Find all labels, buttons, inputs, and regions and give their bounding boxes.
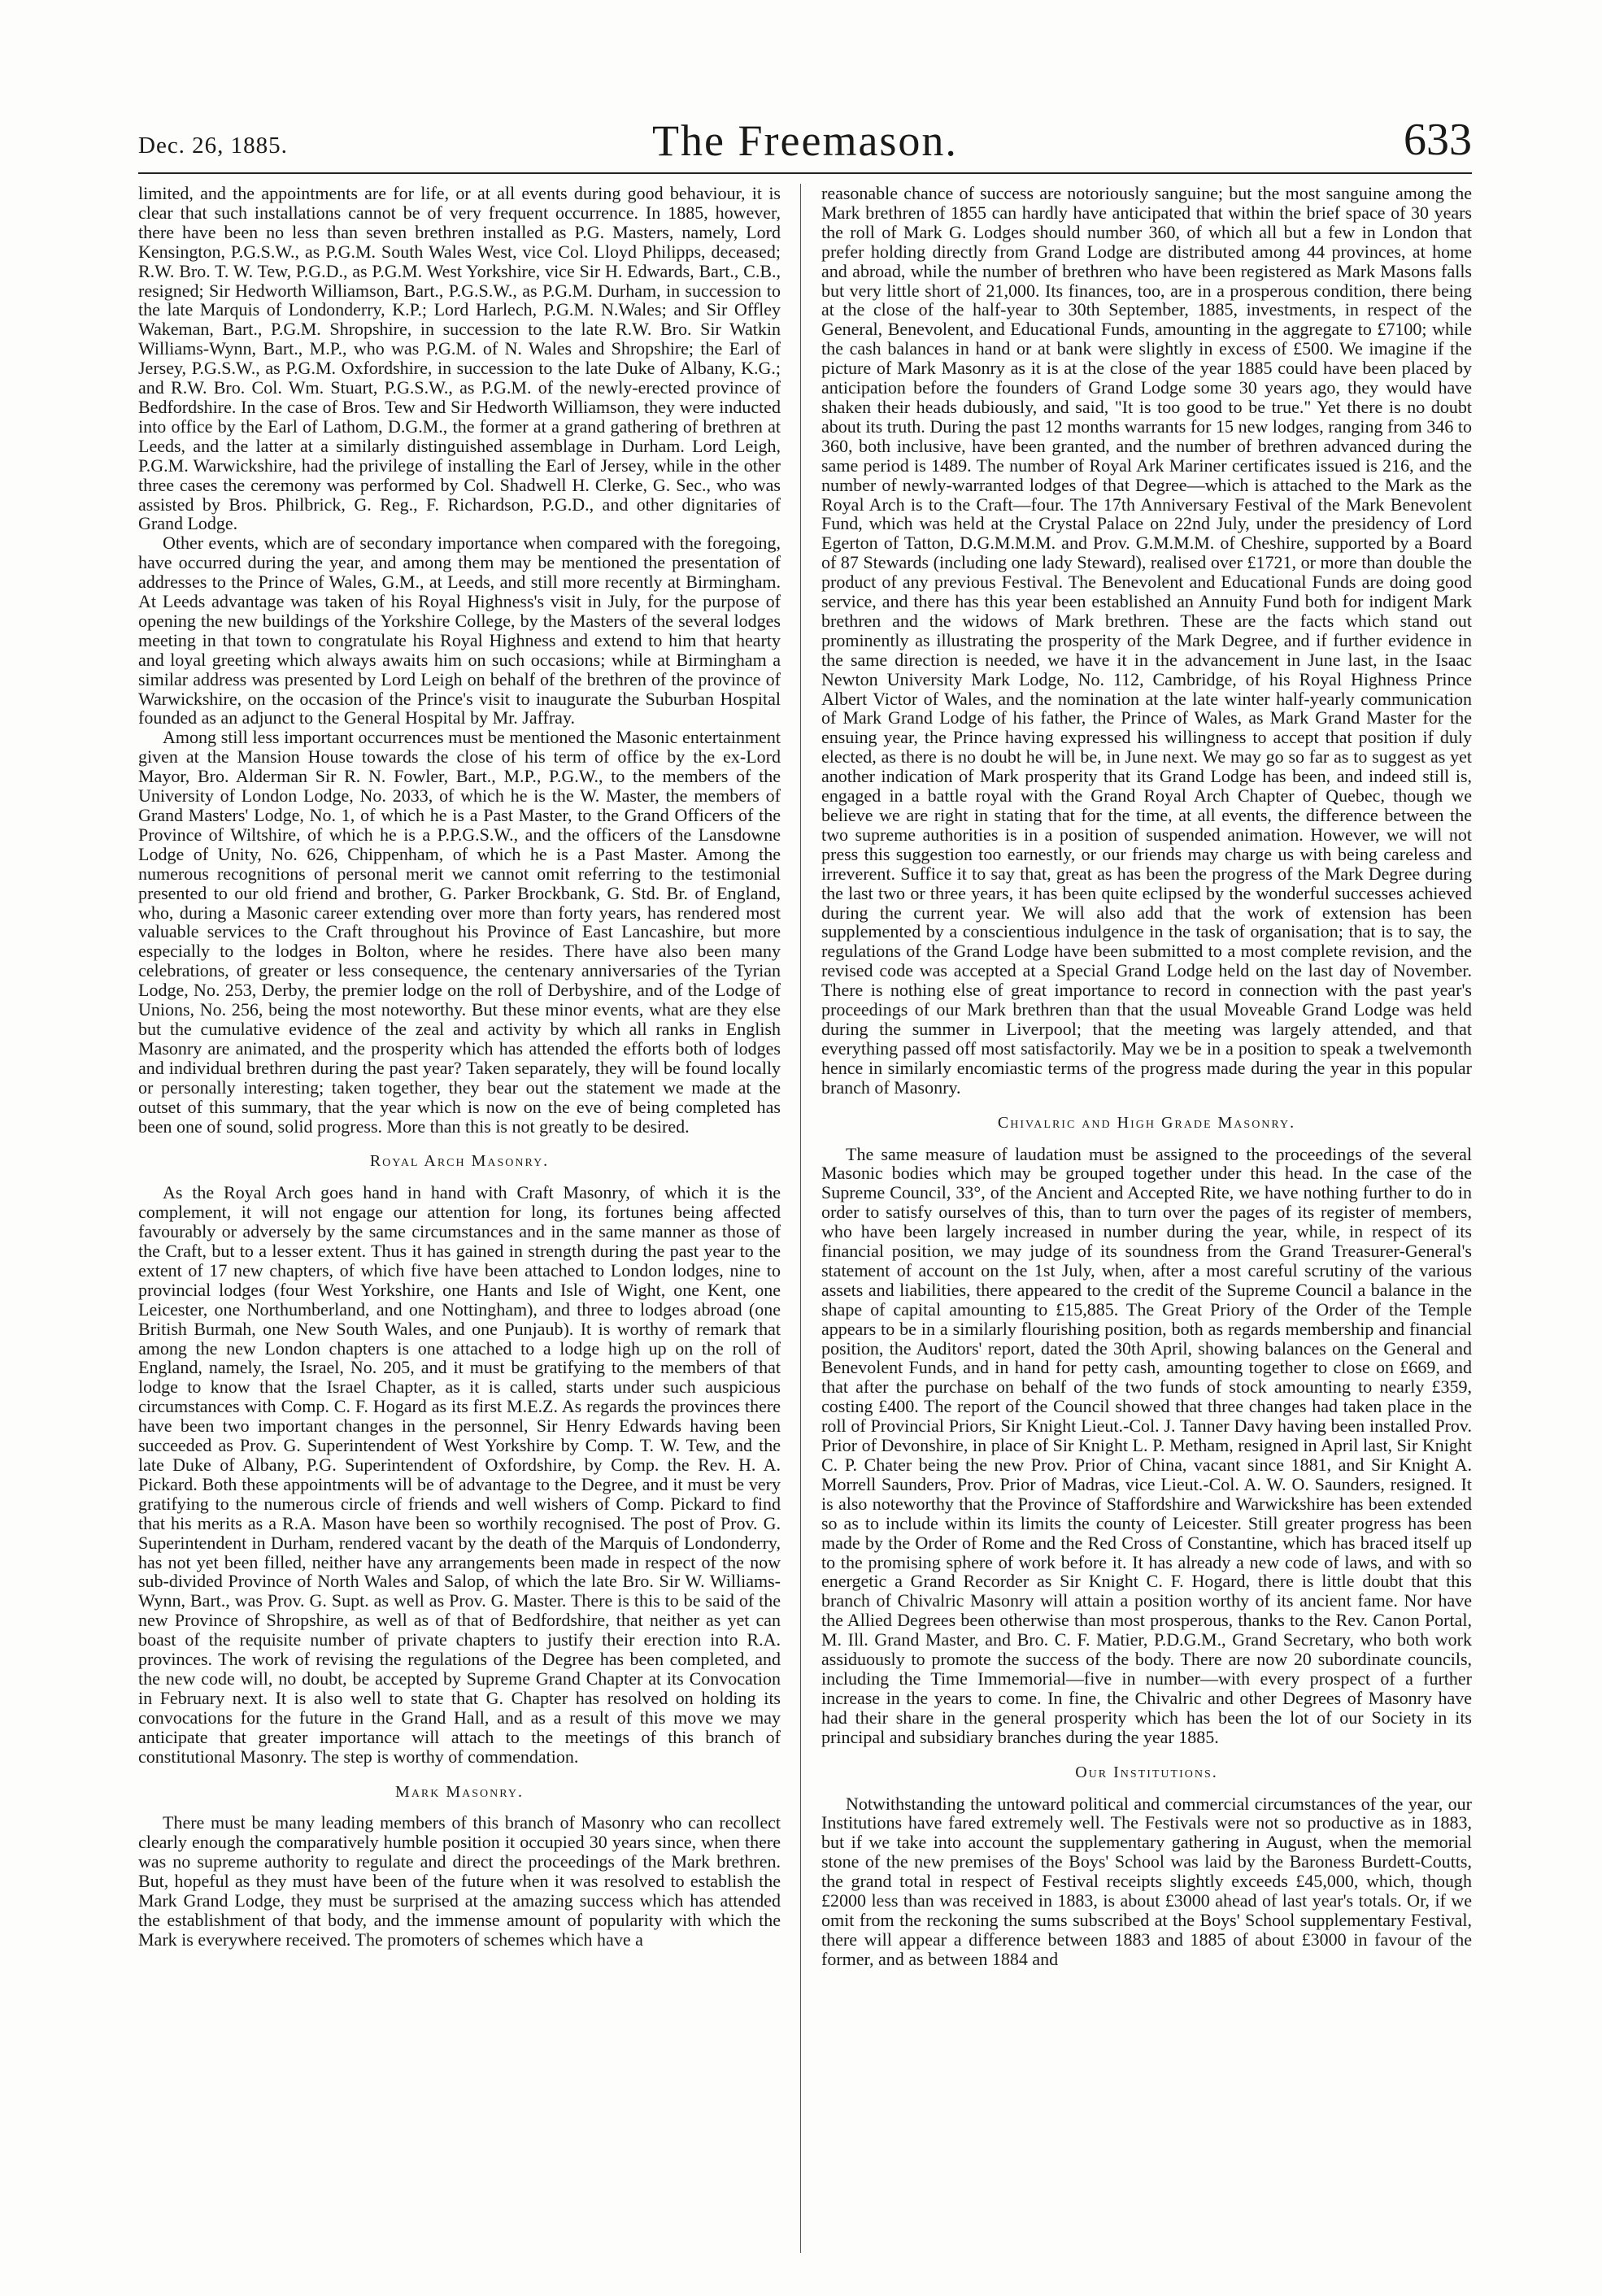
paragraph: Other events, which are of secondary importance when compared with the foregoing, have occurred during the year, and among them may be mentioned the presentation of addresses to the Prince of Wales, G.M., at Leeds, and still more recently at Birmingham. At Leeds advantage was taken of his Royal Highness's visit in July, for the purpose of opening the new buildings of the Yorkshire College, by the Masters of the several lodges meeting in that town to congratulate his Royal Highness and extend to him that hearty and loyal greeting which always awaits him on such occasions; while at Birmingham a similar address was presented by Lord Leigh on behalf of the brethren of the province of Warwickshire, on the occasion of the Prince's visit to inaugurate the Suburban Hospital founded as an adjunct to the General Hospital by Mr. Jaffray. — [138, 533, 781, 728]
paragraph: Among still less important occurrences must be mentioned the Masonic entertainment given at the Mansion House towards the close of his term of office by the ex-Lord Mayor, Bro. Alderman Sir R. N. Fowler, Bart., M.P., P.G.W., to the members of the University of London Lodge, No. 2033, of which he is the W. Master, the members of Grand Masters' Lodge, No. 1, of which he is a Past Master, to the Grand Officers of the Province of Wiltshire, of which he is a P.P.G.S.W., and the officers of the Lansdowne Lodge of Unity, No. 626, Chippenham, of which he is a Past Master. Among the numerous recognitions of personal merit we cannot omit referring to the testimonial presented to our old friend and brother, G. Parker Brockbank, G. Std. Br. of England, who, during a Masonic career extending over more than forty years, has rendered most valuable services to the Craft throughout his Province of East Lancashire, but more especially to the lodges in Bolton, where he resides. There have also been many celebrations, of greater or less consequence, the centenary anniversaries of the Tyrian Lodge, No. 253, Derby, the premier lodge on the roll of Derbyshire, and of the Lodge of Unions, No. 256, being the most noteworthy. But these minor events, what are they else but the cumulative evidence of the zeal and activity by which all ranks in English Masonry are animated, and the prosperity which has attended the efforts both of lodges and individual brethren during the past year? Taken separately, they will be found locally or personally interesting; taken together, they bear out the statement we made at the outset of this summary, that the year which is now on the eve of being completed has been one of sound, solid progress. More than this is not greatly to be desired. — [138, 727, 781, 1137]
section-heading-mark: Mark Masonry. — [395, 1782, 524, 1801]
paragraph: The same measure of laudation must be assigned to the proceedings of the several Masonic bodies which may be grouped together under this head. In the case of the Supreme Council, 33°, of the Ancient and Accepted Rite, we have nothing further to do in order to satisfy ourselves of this, than to turn over the pages of its register of members, who have been largely increased in number during the year, while, in respect of its financial position, we may judge of its soundness from the Grand Treasurer-General's statement of account on the 1st July, when, after a most careful scrutiny of the various assets and liabilities, there appeared to the credit of the Supreme Council a balance in the shape of capital amounting to £15,885. The Great Priory of the Order of the Temple appears to be in a similarly flourishing position, both as regards membership and financial position, the Auditors' report, dated the 30th April, showing balances on the General and Benevolent Funds, and in hand for petty cash, amounting together to close on £669, and that after the purchase on behalf of the two funds of stock amounting to nearly £359, costing £400. The report of the Council showed that three changes had taken place in the roll of Provincial Priors, Sir Knight Lieut.-Col. J. Tanner Davy having been installed Prov. Prior of Devonshire, in place of Sir Knight L. P. Metham, resigned in April last, Sir Knight C. P. Chater being the new Prov. Prior of China, vacant since 1881, and Sir Knight A. Morrell Saunders, Prov. Prior of Madras, vice Lieut.-Col. A. W. O. Saunders, resigned. It is also noteworthy that the Province of Staffordshire and Warwickshire has been extended so as to include within its limits the county of Leicester. Still greater progress has been made by the Order of Rome and the Red Cross of Constantine, which has braced itself up to the promising sphere of work before it. It has already a new code of laws, and with so energetic a Grand Recorder as Sir Knight C. F. Hogard, there is little doubt that this branch of Chivalric Masonry will attain a position worthy of its ancient fame. Nor have the Allied Degrees been otherwise than most prosperous, thanks to the Rev. Canon Portal, M. Ill. Grand Master, and Bro. C. F. Matier, P.D.G.M., Grand Secretary, who both work assiduously to promote the success of the body. There are now 20 subordinate councils, including the Time Immemorial—five in number—with every prospect of a further increase in the years to come. In fine, the Chivalric and other Degrees of Masonry have had their share in the general prosperity which has been the lot of our Society in its principal and subsidiary branches during the year 1885. — [821, 1143, 1472, 1747]
right-column — [821, 184, 1472, 1969]
page-number: 633 — [1404, 115, 1472, 165]
paragraph: As the Royal Arch goes hand in hand with Craft Masonry, of which it is the complement, it will not engage our attention for long, its fortunes being affected favourably or adversely by the same circumstances and in the same manner as those of the Craft, but to a lesser extent. Thus it has gained in strength during the past year to the extent of 17 new chapters, of which five have been attached to London lodges, nine to provincial lodges (four West Yorkshire, one Hants and Isle of Wight, one Kent, one Leicester, one Northumberland, and one Nottingham), and three to lodges abroad (one British Burmah, one New South Wales, and one Punjaub). It is worthy of remark that among the new London chapters is one attached to a lodge high up on the roll of England, namely, the Israel, No. 205, and it must be gratifying to the members of that lodge to know that the Israel Chapter, as it is called, starts under such auspicious circumstances with Comp. C. F. Hogard as its first M.E.Z. As regards the provinces there have been two important changes in the personnel, Sir Henry Edwards having been succeeded as Prov. G. Superintendent of West Yorkshire by Comp. T. W. Tew, and the late Duke of Albany, P.G. Superintendent of Oxfordshire, by Comp. the Rev. H. A. Pickard. Both these appointments will be of advantage to the Degree, and it must be very gratifying to the numerous circle of friends and well wishers of Comp. Pickard to find that his merits as a R.A. Mason have been so worthily recognised. The post of Prov. G. Superintendent in Durham, rendered vacant by the death of the Marquis of Londonderry, has not yet been filled, neither have any arrangements been made in respect of the now sub-divided Province of North Wales and Salop, of which the late Bro. Sir W. Williams-Wynn, Bart., was Prov. G. Supt. as well as Prov. G. Master. There is this to be said of the new Province of Shropshire, as well as of that of Bedfordshire, that neither as yet can boast of the requisite number of private chapters to justify their erection into R.A. provinces. The work of revising the regulations of the Degree has been completed, and the new code will, no doubt, be accepted by Supreme Grand Chapter at its Convocation in February next. It is also well to state that G. Chapter has resolved on holding its convocations for the future in the Grand Hall, and as a result of this move we may anticipate that greater importance will attach to the meetings of this branch of constitutional Masonry. The step is worthy of commendation. — [138, 1182, 781, 1767]
paragraph: Notwithstanding the untoward political and commercial circumstances of the year, our Institutions have fared extremely well. The Festivals were not so productive as in 1883, but if we take into account the supplementary gathering in August, when the memorial stone of the new premises of the Boys' School was laid by the Baroness Burdett-Coutts, the grand total in respect of Festival receipts slightly exceeds £45,000, which, though £2000 less than was received in 1883, is about £3000 ahead of last year's totals. Or, if we omit from the reckoning the sums subscribed at the Boys' School supplementary Festival, there will appear a difference between 1883 and 1885 of about £3000 in favour of the former, and as between 1884 and — [821, 1793, 1472, 1969]
paragraph: There must be many leading members of this branch of Masonry who can recollect clearly enough the comparatively humble position it occupied 30 years since, when there was no supreme authority to regulate and direct the proceedings of the Mark brethren. But, hopeful as they must have been of the future when it was resolved to establish the Mark Grand Lodge, they must be surprised at the amazing success which has attended the establishment of that body, and the immense amount of popularity with which the Mark is everywhere received. The promoters of schemes which have a — [138, 1812, 781, 1950]
left-column — [138, 184, 781, 1950]
publication-title: The Freemason. — [652, 116, 958, 165]
paragraph: reasonable chance of success are notoriously sanguine; but the most sanguine among the Mark brethren of 1855 can hardly have anticipated that within the brief space of 30 years the roll of Mark G. Lodges should number 360, of which all but a few in London that prefer holding directly from Grand Lodge are distributed among 44 provinces, at home and abroad, while the number of brethren who have been registered as Mark Masons falls but very little short of 21,000. Its finances, too, are in a prosperous condition, there being at the close of the half-year to 30th September, 1885, investments, in respect of the General, Benevolent, and Educational Funds, amounting in the aggregate to £7100; while the cash balances in hand or at bank were slightly in excess of £500. We imagine if the picture of Mark Masonry as it is at the close of the year 1885 could have been placed by anticipation before the founders of Grand Lodge some 30 years ago, they would have shaken their heads dubiously, and said, "It is too good to be true." Yet there is no doubt about its truth. During the past 12 months warrants for 15 new lodges, ranging from 346 to 360, both inclusive, have been granted, and the number of brethren advanced during the same period is 1489. The number of Royal Ark Mariner certificates issued is 216, and the number of newly-warranted lodges of that Degree—which is attached to the Mark as the Royal Arch is to the Craft—four. The 17th Anniversary Festival of the Mark Benevolent Fund, which was held at the Crystal Palace on 22nd July, under the presidency of Lord Egerton of Tatton, D.G.M.M.M. and Prov. G.M.M.M. of Cheshire, supported by a Board of 87 Stewards (including one lady Steward), realised over £1721, or more than double the product of any previous Festival. The Benevolent and Educational Funds are doing good service, and there has this year been established an Annuity Fund both for indigent Mark brethren and the widows of Mark brethren. These are the facts which stand out prominently as illustrating the prosperity of the Mark Degree, and if further evidence in the same direction is needed, we have it in the advancement in June last, in the Isaac Newton University Mark Lodge, No. 112, Cambridge, of his Royal Highness Prince Albert Victor of Wales, and the nomination at the late winter half-yearly communication of Mark Grand Lodge of his father, the Prince of Wales, as Mark Grand Master for the ensuing year, the Prince having expressed his willingness to accept that position if duly elected, as there is no doubt he will be, in June next. We may go so far as to suggest as yet another indication of Mark prosperity that its Grand Lodge has been, and indeed still is, engaged in a battle royal with the Grand Royal Arch Chapter of Quebec, though we believe we are right in stating that for the time, at all events, the difference between the two supreme authorities is in a position of suspended animation. However, we will not press this suggestion too earnestly, or our friends may charge us with being careless and irreverent. Suffice it to say that, great as has been the progress of the Mark Degree during the last two or three years, it has been quite eclipsed by the wonderful successes achieved during the current year. We will also add that the work of extension has been supplemented by a conscientious indulgence in the task of organisation; that is to say, the regulations of the Grand Lodge have been submitted to a most complete revision, and the revised code was accepted at a Special Grand Lodge held on the last day of November. There is nothing else of great importance to record in connection with the past year's proceedings of our Mark brethren than that the usual Moveable Grand Lodge was held during the summer in Liverpool; that the meeting was largely attended, and that everything passed off most satisfactorily. May we be in a position to speak a twelvemonth hence in similarly encomiastic terms of the progress made during the year in this popular branch of Masonry. — [821, 183, 1472, 1098]
paragraph: limited, and the appointments are for life, or at all events during good behaviour, it is clear that such installations cannot be of very frequent occurrence. In 1885, however, there have been no less than seven brethren installed as P.G. Masters, namely, Lord Kensington, P.G.S.W., as P.G.M. South Wales West, vice Col. Lloyd Philipps, deceased; R.W. Bro. T. W. Tew, P.G.D., as P.G.M. West Yorkshire, vice Sir H. Edwards, Bart., C.B., resigned; Sir Hedworth Williamson, Bart., P.G.S.W., as P.G.M. Durham, in succession to the late Marquis of Londonderry, K.P.; Lord Harlech, P.G.M. N.Wales; and Sir Offley Wakeman, Bart., P.G.M. Shropshire, in succession to the late R.W. Bro. Sir Watkin Williams-Wynn, Bart., M.P., who was P.G.M. of N. Wales and Shropshire; the Earl of Jersey, P.G.S.W., as P.G.M. Oxfordshire, in succession to the late Duke of Albany, K.G.; and R.W. Bro. Col. Wm. Stuart, P.G.S.W., as P.G.M. of the newly-erected province of Bedfordshire. In the case of Bros. Tew and Sir Hedworth Williamson, they were inducted into office by the Earl of Lathom, D.G.M., the former at a grand gathering of brethren at Leeds, and the latter at a similarly distinguished assemblage in Durham. Lord Leigh, P.G.M. Warwickshire, had the privilege of installing the Earl of Jersey, while in the other three cases the ceremony was performed by Col. Shadwell H. Clerke, G. Sec., who was assisted by Bros. Philbrick, G. Reg., F. Richardson, P.G.D., and other dignitaries of Grand Lodge. — [138, 183, 781, 534]
masthead — [138, 104, 1472, 169]
section-heading-institutions: Our Institutions. — [1075, 1763, 1218, 1781]
section-heading-royal-arch: Royal Arch Masonry. — [369, 1152, 550, 1171]
issue-date: Dec. 26, 1885. — [138, 133, 288, 159]
section-heading-chivalric: Chivalric and High Grade Masonry. — [997, 1113, 1296, 1132]
masthead-rule — [138, 172, 1472, 174]
column-divider — [800, 184, 801, 2253]
